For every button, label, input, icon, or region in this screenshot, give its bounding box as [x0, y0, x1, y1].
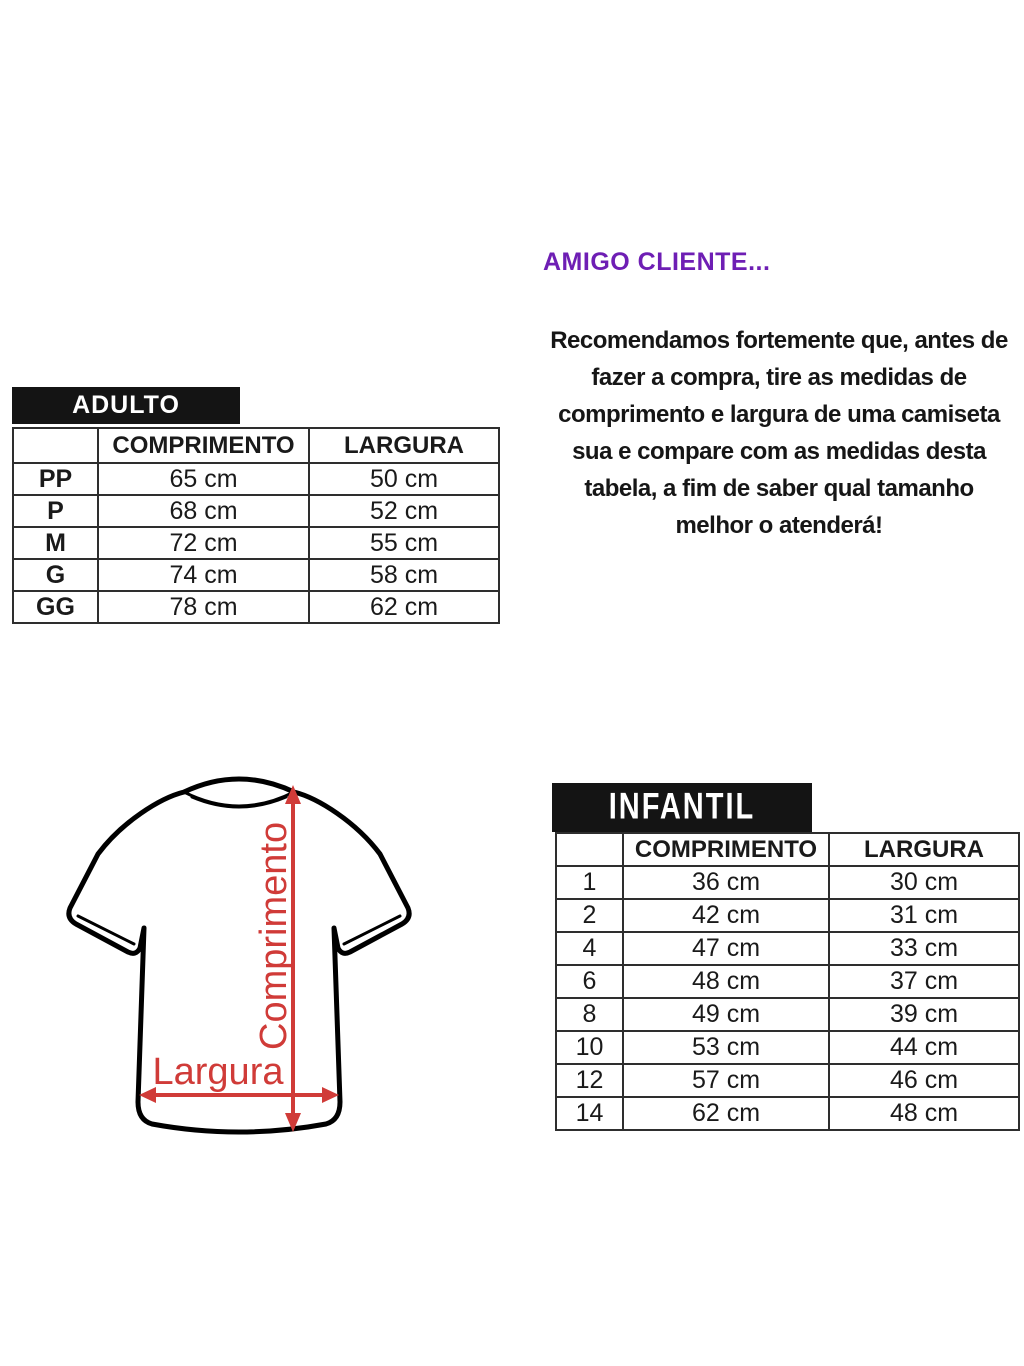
corner-cell [556, 833, 623, 866]
table-row [13, 559, 499, 591]
table-header-row [13, 428, 499, 463]
column-header-largura: LARGURA [829, 833, 1019, 866]
infantil-section-title-text: INFANTIL [608, 786, 756, 828]
note-body [528, 322, 1024, 544]
size-label-cell: M [13, 527, 98, 559]
largura-value-cell: 37 cm [829, 965, 1019, 998]
note-line: melhor o atenderá! [675, 512, 883, 539]
table-row [556, 965, 1019, 998]
largura-value-cell: 55 cm [309, 527, 499, 559]
comprimento-value-cell: 74 cm [98, 559, 309, 591]
largura-value-cell: 33 cm [829, 932, 1019, 965]
comprimento-value-cell: 62 cm [623, 1097, 829, 1130]
largura-value-cell: 44 cm [829, 1031, 1019, 1064]
largura-value-cell: 62 cm [309, 591, 499, 623]
table-row [13, 591, 499, 623]
largura-value-cell: 30 cm [829, 866, 1019, 899]
comprimento-value-cell: 65 cm [98, 463, 309, 495]
size-label-cell: PP [13, 463, 98, 495]
comprimento-value-cell: 36 cm [623, 866, 829, 899]
note-line: tabela, a fim de saber qual tamanho [584, 475, 974, 502]
adult-section-title: ADULTO [12, 387, 240, 424]
comprimento-value-cell: 72 cm [98, 527, 309, 559]
largura-value-cell: 31 cm [829, 899, 1019, 932]
table-row [556, 1097, 1019, 1130]
size-label-cell: GG [13, 591, 98, 623]
comprimento-label: Comprimento [253, 821, 295, 1050]
largura-value-cell: 39 cm [829, 998, 1019, 1031]
comprimento-value-cell: 49 cm [623, 998, 829, 1031]
comprimento-value-cell: 78 cm [98, 591, 309, 623]
table-row [556, 932, 1019, 965]
table-row [13, 463, 499, 495]
size-label-cell: 10 [556, 1031, 623, 1064]
size-label-cell: G [13, 559, 98, 591]
comprimento-value-cell: 53 cm [623, 1031, 829, 1064]
size-label-cell: 1 [556, 866, 623, 899]
largura-label: Largura [152, 1051, 284, 1093]
table-row [13, 495, 499, 527]
note-line: fazer a compra, tire as medidas de [591, 364, 967, 391]
largura-value-cell: 52 cm [309, 495, 499, 527]
table-header-row [556, 833, 1019, 866]
table-row [556, 866, 1019, 899]
column-header-comprimento: COMPRIMENTO [623, 833, 829, 866]
size-label-cell: 14 [556, 1097, 623, 1130]
largura-value-cell: 50 cm [309, 463, 499, 495]
adult-size-table [12, 427, 500, 624]
column-header-comprimento: COMPRIMENTO [98, 428, 309, 463]
size-label-cell: 12 [556, 1064, 623, 1097]
table-row [556, 1031, 1019, 1064]
note-title: AMIGO CLIENTE... [543, 248, 771, 276]
size-label-cell: 4 [556, 932, 623, 965]
size-label-cell: P [13, 495, 98, 527]
comprimento-value-cell: 47 cm [623, 932, 829, 965]
table-row [556, 899, 1019, 932]
size-label-cell: 6 [556, 965, 623, 998]
comprimento-value-cell: 48 cm [623, 965, 829, 998]
note-line: sua e compare com as medidas desta [572, 438, 986, 465]
tshirt-diagram [52, 772, 426, 1164]
comprimento-value-cell: 57 cm [623, 1064, 829, 1097]
note-line: comprimento e largura de uma camiseta [558, 401, 1000, 428]
corner-cell [13, 428, 98, 463]
size-label-cell: 2 [556, 899, 623, 932]
size-label-cell: 8 [556, 998, 623, 1031]
infantil-size-table [555, 832, 1020, 1131]
comprimento-value-cell: 68 cm [98, 495, 309, 527]
table-row [556, 1064, 1019, 1097]
column-header-largura: LARGURA [309, 428, 499, 463]
largura-value-cell: 46 cm [829, 1064, 1019, 1097]
table-row [556, 998, 1019, 1031]
largura-value-cell: 58 cm [309, 559, 499, 591]
largura-value-cell: 48 cm [829, 1097, 1019, 1130]
table-row [13, 527, 499, 559]
infantil-section-title [552, 783, 812, 832]
comprimento-value-cell: 42 cm [623, 899, 829, 932]
note-line: Recomendamos fortemente que, antes de [550, 327, 1008, 354]
